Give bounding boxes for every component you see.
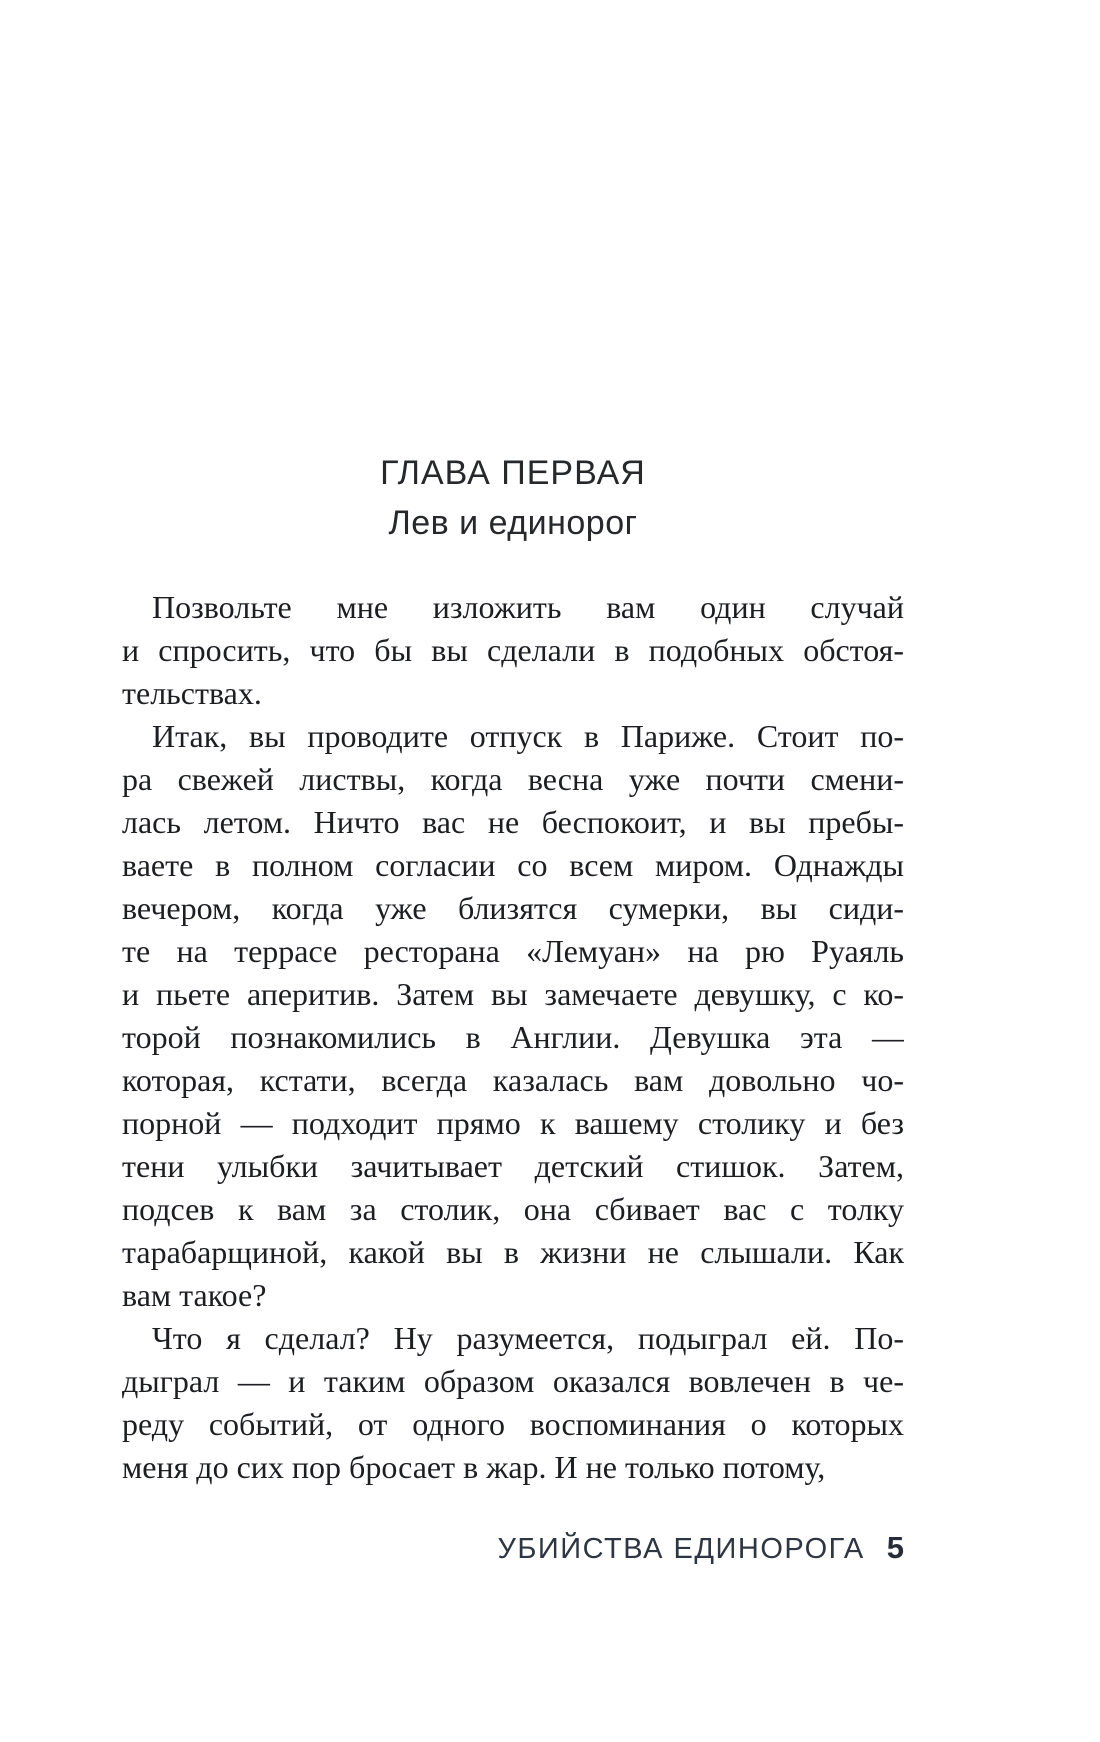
chapter-subtitle: Лев и единорог	[388, 504, 638, 542]
text-line: вечером, когда уже близятся сумерки, вы сиди-	[122, 890, 904, 926]
chapter-block	[122, 448, 904, 548]
text-line: реду событий, от одного воспоминания о которых	[122, 1406, 904, 1442]
text-line: ваете в полном согласии со всем миром. Однажды	[122, 847, 904, 883]
chapter-heading: ГЛАВА ПЕРВАЯ	[380, 454, 646, 492]
text-line: которая, кстати, всегда казалась вам довольно чо-	[122, 1062, 904, 1098]
page-number: 5	[886, 1530, 904, 1565]
text-line: подсев к вам за столик, она сбивает вас с толку	[122, 1191, 904, 1227]
running-title: УБИЙСТВА ЕДИНОРОГА	[497, 1533, 865, 1565]
text-line: тени улыбки зачитывает детский стишок. Затем,	[122, 1148, 904, 1184]
text-line: лась летом. Ничто вас не беспокоит, и вы пребы-	[122, 804, 904, 840]
text-line: дыграл — и таким образом оказался вовлечен в че-	[122, 1363, 904, 1399]
text-line: те на террасе ресторана «Лемуан» на рю Руаяль	[122, 933, 904, 969]
text-line: тельствах.	[122, 675, 262, 711]
text-line: и пьете аперитив. Затем вы замечаете девушку, с ко-	[122, 976, 904, 1012]
page-footer	[122, 1530, 904, 1566]
text-line: порной — подходит прямо к вашему столику и без	[122, 1105, 904, 1141]
text-line: ра свежей листвы, когда весна уже почти смени-	[122, 761, 904, 797]
text-line: меня до сих пор бросает в жар. И не только потому,	[122, 1449, 826, 1485]
text-line: тарабарщиной, какой вы в жизни не слышали. Как	[122, 1234, 904, 1270]
text-line: торой познакомились в Англии. Девушка эта —	[122, 1019, 904, 1055]
text-line: Итак, вы проводите отпуск в Париже. Стоит по-	[152, 718, 904, 754]
text-line: Позвольте мне изложить вам один случай	[152, 589, 904, 625]
text-line: Что я сделал? Ну разумеется, подыграл ей. По-	[152, 1320, 904, 1356]
body-text	[122, 586, 904, 1489]
text-line: вам такое?	[122, 1277, 267, 1313]
text-line: и спросить, что бы вы сделали в подобных обстоя-	[122, 632, 904, 668]
